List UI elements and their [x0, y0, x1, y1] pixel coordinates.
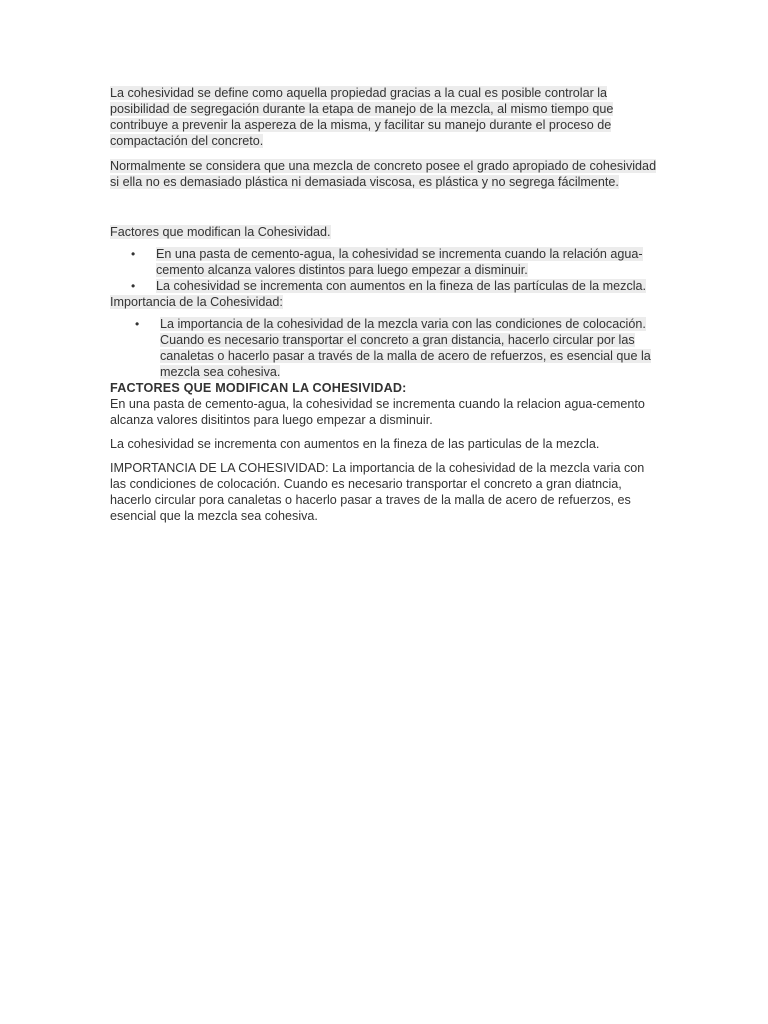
importancia-heading-text: Importancia de la Cohesividad: [110, 295, 283, 309]
factores-heading [110, 224, 658, 240]
factores-list-item-text: La cohesividad se incrementa con aumentos en la fineza de las partículas de la mezcla. [156, 279, 647, 293]
factores-list [110, 246, 658, 294]
intro-paragraph-2-text: Normalmente se considera que una mezcla de concreto posee el grado apropiado de cohesividad si ella no es demasiado plástica ni demasiada viscosa, es plástica y no segrega fácilmente. [110, 159, 657, 189]
factores-list-item-text: En una pasta de cemento-agua, la cohesividad se incrementa cuando la relación agua-cemento alcanza valores distintos para luego empezar a disminuir. [156, 247, 643, 277]
summary-paragraph-1: En una pasta de cemento-agua, la cohesividad se incrementa cuando la relacion agua-cemento alcanza valores disitintos para luego empezar a disminuir. [110, 397, 645, 427]
document-page [110, 85, 658, 532]
bullet-icon: • [131, 247, 136, 261]
factores-heading-text: Factores que modifican la Cohesividad. [110, 225, 331, 239]
intro-paragraph-1-text: La cohesividad se define como aquella propiedad gracias a la cual es posible controlar la posibilidad de segregación durante la etapa de manejo de la mezcla, al mismo tiempo que contribuye a prevenir la aspereza de la misma, y facilitar su manejo durante el proceso de compactación del concreto. [110, 86, 614, 148]
importancia-list-item [110, 316, 658, 380]
summary-paragraph-2: La cohesividad se incrementa con aumentos en la fineza de las particulas de la mezcla. [110, 437, 600, 451]
bullet-icon: • [131, 279, 136, 293]
summary-paragraph-3: IMPORTANCIA DE LA COHESIVIDAD: La importancia de la cohesividad de la mezcla varia con las condiciones de colocación. Cuando es necesario transportar el concreto a gran diatncia, hacerlo circular pora canaletas o hacerlo pasar a traves de la malla de acero de refuerzos, es esencial que la mezcla sea cohesiva. [110, 461, 645, 523]
importancia-list [110, 316, 658, 380]
bullet-icon: • [135, 317, 140, 331]
intro-paragraph-1 [110, 85, 658, 149]
factores-list-item [110, 278, 658, 294]
importancia-list-item-text: La importancia de la cohesividad de la mezcla varia con las condiciones de colocación. Cuando es necesario transportar el concreto a gran distancia, hacerlo circular por las canaletas o hacerlo pasar a través de la malla de acero de refuerzos, es esencial que la mezcla sea cohesiva. [160, 317, 651, 379]
intro-paragraph-2 [110, 158, 658, 190]
factores-list-item [110, 246, 658, 278]
summary-heading: FACTORES QUE MODIFICAN LA COHESIVIDAD: [110, 381, 407, 395]
importancia-heading [110, 294, 658, 310]
